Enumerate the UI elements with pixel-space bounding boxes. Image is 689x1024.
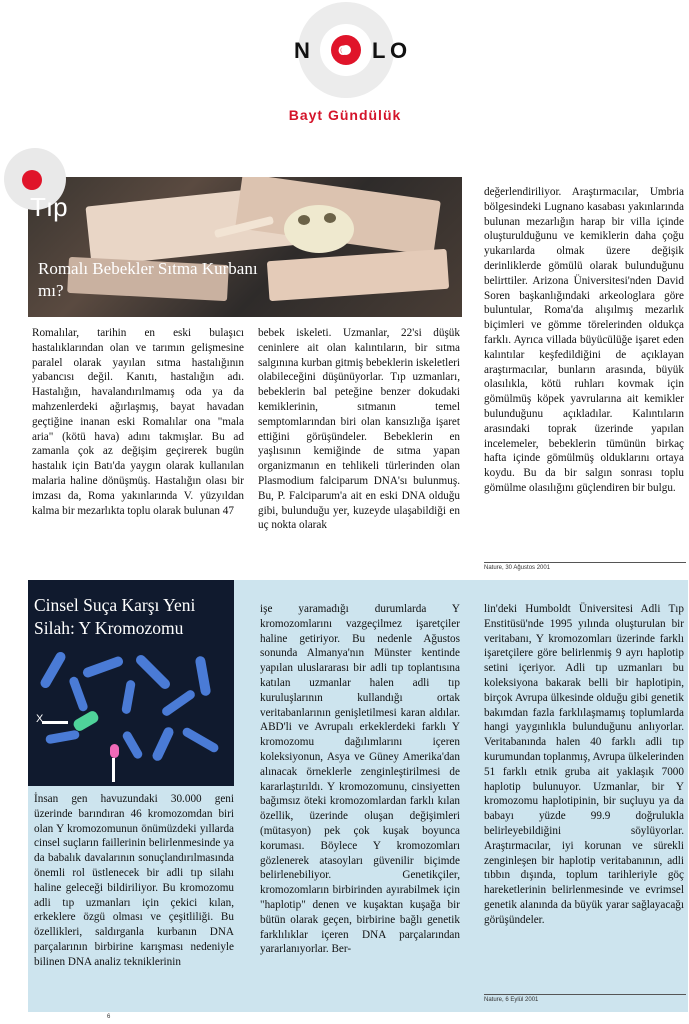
section-badge-dot bbox=[22, 170, 42, 190]
article1-column-3: değerlendiriliyor. Araştırmacılar, Umbria bölgesindeki Lugnano kasabası yakınlarında bulunan mezarlığın harap bir villa içinde oluşturulduğunu ve kemiklerin daha çoğu yukarılarda olmak üzere değişik derinliklerde gömülü olarak bulunduğunu belirttiler. Arizona Üniversitesi'nden David Soren başkanlığındaki arkeologlara göre buluntular, Roma'da alışılmış mezarlık biçimleri ve gömme törelerinden oldukça farklı. Ayrıca villada büyücülüğe işaret eden kalıntılar keşfedildiğini de açıklayan araştırmacılar, bunların arasında, büyük olasılıkla, kötü ruhları kovmak için gömülmüş köpek yavrularına ait kemikler bulunduğunu açıkladılar. Kalıntıların arasındaki toprak üzerinde yapılan incelemeler, bebeklerin tümünün birkaç hafta içinde gömülmüş olduklarını ortaya koydu. Bu da bir salgın sonrası toplu gömülme olasılığını güçlendiren bir bulgu. bbox=[484, 186, 684, 494]
article2-column-3: lin'deki Humboldt Üniversitesi Adli Tıp Enstitüsü'nde 1995 yılında oluşturulan bir veritabanı, Y kromozomları üzerinde farklı işaretçilere göre belirlenmiş 9 ayrı haplotip setini içeriyor. Adli tıp uzmanları bu koleksiyona bakarak belli bir haplotipin, birçok Avrupa ülkesinde olduğu gibi genetik bakımdan fazla farklılaşmamış toplumlarda hangi yaygınlıkla bulunduğunu anlıyorlar. Veritabanında halen 40 farklı adli tıp kurumundan toplanmış, Avrupa ülkelerinden 51 farklı etnik gruba ait yaklaşık 7000 haplotip bulunuyor. Uzmanlar, bir Y kromozomu haplotipinin, bir suçluyu ya da babayı yüzde 99.9 doğrulukla belirleyebildiğini söylüyorlar. Araştırmacılar, iyi korunan ve sürekli zenginleşen bir haplotip veritabanının, adli tıbbın dışında, toplum tarihleriyle göç hareketlerinin belirlenmesinde ve evrimsel genetik alanında da büyük yarar sağlayacağı görüşündeler. bbox=[484, 603, 684, 926]
section-tag: Tıp bbox=[30, 192, 68, 222]
image-label-x: X bbox=[36, 713, 44, 725]
logo-letter: O bbox=[338, 42, 351, 58]
article2-column-1: İnsan gen havuzundaki 30.000 geni üzerinde barındıran 46 kromozomdan biri olan Y kromozomunun önümüzdeki yıllarda cinsel suçların faillerinin belirlenmesinde ya da babalık davalarının sonuçlandırılmasında önemli rol üstlenecek bir adli tıp silahı haline geleceği bildiriliyor. Bu kromozomu adli tıp uzmanları için çekici kılan, erkeklere özgü olması ve çeşitliliği. Bu özellikleri, saldırganla kurbanın DNA parçalarının birbirine karışması nedeniyle bilinen DNA analiz tekniklerinin bbox=[34, 793, 234, 968]
logo-letter: N bbox=[294, 38, 312, 63]
article1-source-rule bbox=[484, 562, 686, 563]
logo-letter: L bbox=[372, 38, 388, 63]
article2-source: Nature, 6 Eylül 2001 bbox=[484, 997, 539, 1003]
article2-source-rule bbox=[484, 994, 686, 995]
article2-column-2: işe yaramadığı durumlarda Y kromozomlarını vazgeçilmez işaretçiler haline getiriyor. Bu nedenle Ağustos sonunda Almanya'nın Münster kentinde yapılan uluslararası bir adli tıp toplantısına katılan uzmanlar halen adli tıp kuruluşlarının kullandığı ortak veritabanlarının genişletilmesi karan aldılar. ABD'li ve Avrupalı erkeklerdeki farklı Y kromozomu dağılımlarını içeren koleksiyonun, Asya ve Güney Amerika'dan alınacak örneklerle zenginleştirilmesi de kararlaştırıldı. Y kromozomunu, cinsiyetten bağımsız öteki kromozomlardan farklı kılan özellik, üzerinde oluşan değişimleri (mütasyon) pek çok kuşak boyunca koruması. Böylece Y kromozomları gözlenerek atasoyları güvenilir biçimde belirlenebiliyor. Genetikçiler, kromozomların birbirinden ayırabilmek için "haplotip" denen ve kuşaktan kuşağa bir bütün olarak geçen, birbirine bağlı genetik farklılıklar içeren DNA parçalarından yararlanıyorlar. Ber- bbox=[260, 603, 460, 956]
article2-title: Cinsel Suça Karşı Yeni Silah: Y Kromozomu bbox=[34, 595, 196, 638]
page-number: 6 bbox=[107, 1014, 111, 1020]
logo-letter: O bbox=[390, 38, 410, 63]
article1-column-1: Romalılar, tarihin en eski bulaşıcı hastalıklarından olan ve tarımın gelişmesine paralel olarak yayılan sıtma hastalığının yabancısı değil. Kanıtı, hastalığın adı. Hastalığın, havalandırılmamış oda ya da mahzenlerdeki ağırlaşmış, bayat havadan geçtiğine inanan eski Romalılar ona "mala aria" (kötü hava) adını takmışlar. Bu ad zamanla çok az değişim geçirerek bugün hastalık için Batı'da yaygın olarak kullanılan malaria haline dönüşmüş. Hastalığın olası bir imzası da, Roma yakınlarında V. yüzyıldan kalma bir mezarlıkta toplu olarak bulunan 47 bbox=[32, 327, 244, 517]
article1-column-2: bebek iskeleti. Uzmanlar, 22'si düşük ceninlere ait olan kalıntıların, bir sıtma salgınına kurban gitmiş bebeklerin iskeletleri olabileceğini düşünüyorlar. Tıp uzmanları, bebeklerin bal peteğine benzer dokudaki kemiklerinin, sıtmanın temel semptomlarından biri olan kansızlığa işaret ettiğini görüşündeler. Bebeklerin en yaşlısının kemiğinde de sıtma yapan organizmanın en tehlikeli türlerinden olan Plasmodium falciparum DNA'sı bulunmuş. Bu, P. Falciparum'a ait en eski DNA olduğu gibi, bulunduğu yer, kuzeyde ulaşabildiği en uç nokta olarak bbox=[258, 327, 460, 532]
article1-source: Nature, 30 Ağustos 2001 bbox=[484, 565, 551, 571]
article1-title: Romalı Bebekler Sıtma Kurbanı mı? bbox=[38, 259, 258, 300]
logo-wordmark bbox=[292, 38, 408, 64]
header-subtitle: Bayt Gündülük bbox=[288, 107, 402, 123]
